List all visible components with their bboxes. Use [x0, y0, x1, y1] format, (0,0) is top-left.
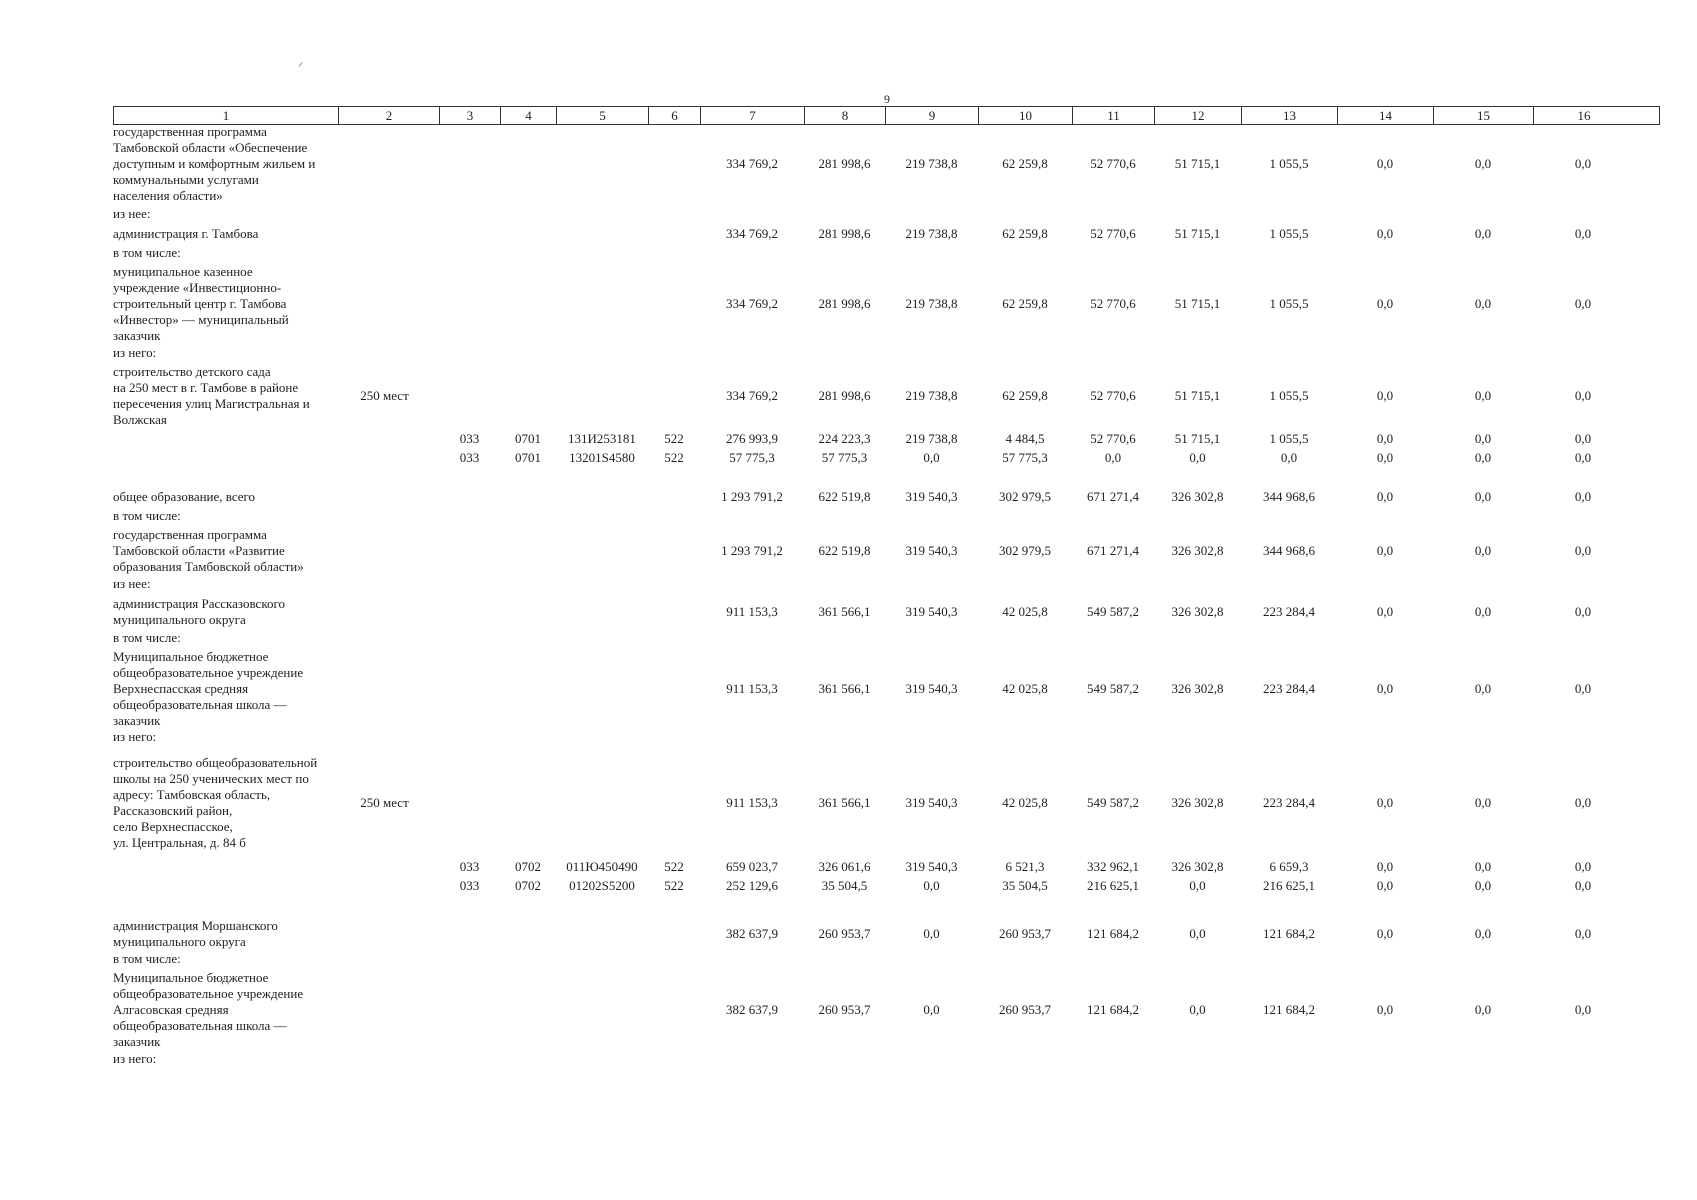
- cell-col-13: 223 284,4: [1263, 604, 1315, 619]
- cell-col-12: 51 715,1: [1174, 431, 1221, 446]
- cell-col-7: 382 637,9: [726, 1002, 778, 1017]
- cell-col-13: 344 968,6: [1263, 489, 1315, 504]
- row-label: в том числе:: [113, 508, 181, 523]
- row-label: строительство общеобразовательной школы на 250 ученических мест по адресу: Тамбовская область, Рассказовский район, село Верхнеспасское, ул. Центральная, д. 84 б: [113, 755, 318, 850]
- cell-col-12: 0,0: [1189, 926, 1206, 941]
- header-cell-15: 15: [1434, 107, 1534, 124]
- cell-col-8: 281 998,6: [818, 156, 871, 171]
- cell-col-12: 51 715,1: [1174, 156, 1221, 171]
- cell-col-11: 549 587,2: [1087, 795, 1139, 810]
- cell-col-12: 326 302,8: [1171, 543, 1224, 558]
- header-cell-2: 2: [339, 107, 440, 124]
- table-row: [113, 858, 1660, 876]
- cell-col-13: 6 659,3: [1269, 859, 1309, 874]
- cell-col-16: 0,0: [1574, 681, 1592, 696]
- cell-col-7: 57 775,3: [729, 450, 775, 465]
- cell-col-12: 326 302,8: [1171, 604, 1224, 619]
- cell-col-8: 57 775,3: [821, 450, 868, 465]
- cell-col-10: 35 504,5: [1002, 878, 1048, 893]
- row-label: из нее:: [113, 206, 151, 221]
- cell-col-5: 011Ю450490: [566, 859, 638, 874]
- cell-col-10: 62 259,8: [1002, 388, 1048, 403]
- cell-col-12: 51 715,1: [1174, 296, 1221, 311]
- cell-col-9: 319 540,3: [905, 681, 958, 696]
- cell-col-9: 0,0: [923, 1002, 940, 1017]
- cell-col-14: 0,0: [1376, 543, 1394, 558]
- row-label: из него:: [113, 345, 157, 360]
- cell-col-5: 01202S5200: [569, 878, 635, 893]
- table-row: [113, 449, 1660, 467]
- cell-col-10: 62 259,8: [1002, 156, 1048, 171]
- cell-col-9: 319 540,3: [905, 543, 958, 558]
- row-label: администрация Рассказовского муниципального округа: [113, 596, 285, 627]
- cell-col-9: 319 540,3: [905, 489, 958, 504]
- cell-col-13: 216 625,1: [1263, 878, 1315, 893]
- cell-col-12: 0,0: [1189, 878, 1206, 893]
- cell-col-10: 6 521,3: [1005, 859, 1045, 874]
- cell-col-11: 121 684,2: [1087, 1002, 1139, 1017]
- cell-col-6: 522: [664, 450, 684, 465]
- table-row: [113, 917, 1660, 951]
- cell-col-12: 51 715,1: [1174, 226, 1221, 241]
- header-cell-7: 7: [701, 107, 805, 124]
- cell-col-16: 0,0: [1574, 543, 1592, 558]
- header-cell-14: 14: [1338, 107, 1434, 124]
- cell-col-7: 911 153,3: [726, 681, 778, 696]
- cell-col-8: 281 998,6: [818, 388, 871, 403]
- cell-col-10: 4 484,5: [1005, 431, 1045, 446]
- row-label: Муниципальное бюджетное общеобразовательное учреждение Алгасовская средняя общеобразовательная школа — заказчик: [113, 970, 304, 1049]
- cell-col-13: 1 055,5: [1269, 388, 1309, 403]
- table-row: [113, 950, 1660, 968]
- cell-col-10: 62 259,8: [1002, 226, 1048, 241]
- cell-col-5: 13201S4580: [569, 450, 635, 465]
- cell-col-13: 121 684,2: [1263, 926, 1315, 941]
- cell-col-10: 42 025,8: [1002, 681, 1048, 696]
- cell-col-12: 326 302,8: [1171, 489, 1224, 504]
- cell-col-15: 0,0: [1474, 1002, 1492, 1017]
- scan-mark: [299, 62, 303, 67]
- header-cell-11: 11: [1073, 107, 1155, 124]
- cell-col-7: 334 769,2: [726, 156, 778, 171]
- cell-col-5: 131И253181: [568, 431, 636, 446]
- cell-col-7: 276 993,9: [726, 431, 778, 446]
- cell-col-9: 0,0: [923, 878, 940, 893]
- table-row: [113, 488, 1660, 506]
- cell-col-15: 0,0: [1474, 156, 1492, 171]
- row-label: из него:: [113, 1051, 157, 1066]
- cell-col-10: 57 775,3: [1002, 450, 1048, 465]
- table-row: [113, 205, 1660, 223]
- cell-col-13: 0,0: [1280, 450, 1298, 465]
- cell-col-7: 334 769,2: [726, 226, 778, 241]
- header-cell-10: 10: [979, 107, 1073, 124]
- cell-col-7: 1 293 791,2: [721, 543, 783, 558]
- cell-col-9: 319 540,3: [905, 859, 958, 874]
- cell-col-8: 260 953,7: [818, 1002, 871, 1017]
- cell-col-11: 549 587,2: [1087, 681, 1139, 696]
- cell-col-13: 1 055,5: [1269, 296, 1309, 311]
- cell-col-6: 522: [664, 859, 684, 874]
- cell-col-11: 52 770,6: [1090, 156, 1136, 171]
- cell-col-11: 52 770,6: [1090, 226, 1136, 241]
- cell-col-7: 911 153,3: [726, 795, 778, 810]
- cell-col-15: 0,0: [1474, 926, 1492, 941]
- header-cell-5: 5: [557, 107, 649, 124]
- cell-col-16: 0,0: [1574, 926, 1592, 941]
- cell-col-7: 252 129,6: [726, 878, 778, 893]
- cell-col-8: 281 998,6: [818, 226, 871, 241]
- cell-col-8: 361 566,1: [818, 604, 871, 619]
- cell-col-12: 51 715,1: [1174, 388, 1221, 403]
- cell-col-8: 224 223,3: [818, 431, 871, 446]
- table-row: [113, 244, 1660, 262]
- cell-col-11: 52 770,6: [1090, 296, 1136, 311]
- cell-col-8: 622 519,8: [818, 543, 871, 558]
- row-label: Муниципальное бюджетное общеобразовательное учреждение Верхнеспасская средняя общеобразовательная школа — заказчик: [113, 649, 304, 728]
- row-label: в том числе:: [113, 245, 181, 260]
- table-row: [113, 507, 1660, 525]
- cell-col-9: 219 738,8: [905, 431, 958, 446]
- cell-col-12: 0,0: [1189, 1002, 1206, 1017]
- cell-col-15: 0,0: [1474, 388, 1492, 403]
- cell-col-14: 0,0: [1376, 226, 1394, 241]
- cell-col-13: 1 055,5: [1269, 431, 1309, 446]
- cell-col-7: 1 293 791,2: [721, 489, 783, 504]
- cell-col-13: 344 968,6: [1263, 543, 1315, 558]
- row-label: в том числе:: [113, 951, 181, 966]
- cell-col-14: 0,0: [1376, 450, 1394, 465]
- row-label: из нее:: [113, 576, 151, 591]
- cell-col-8: 326 061,6: [818, 859, 871, 874]
- cell-col-16: 0,0: [1574, 450, 1592, 465]
- cell-col-16: 0,0: [1574, 489, 1592, 504]
- cell-col-16: 0,0: [1574, 226, 1592, 241]
- cell-col-8: 361 566,1: [818, 795, 871, 810]
- cell-col-14: 0,0: [1376, 859, 1394, 874]
- table-row: [113, 263, 1660, 345]
- cell-col-16: 0,0: [1574, 156, 1592, 171]
- cell-col-15: 0,0: [1474, 450, 1492, 465]
- table-row: [113, 575, 1660, 593]
- cell-col-9: 0,0: [923, 450, 940, 465]
- cell-col-10: 62 259,8: [1002, 296, 1048, 311]
- cell-col-16: 0,0: [1574, 1002, 1592, 1017]
- cell-col-9: 319 540,3: [905, 604, 958, 619]
- cell-col-14: 0,0: [1376, 388, 1394, 403]
- table-row: [113, 753, 1660, 853]
- cell-col-10: 302 979,5: [999, 543, 1051, 558]
- table-header: [113, 106, 1660, 125]
- cell-col-7: 334 769,2: [726, 388, 778, 403]
- cell-col-16: 0,0: [1574, 878, 1592, 893]
- cell-col-15: 0,0: [1474, 226, 1492, 241]
- cell-col-12: 326 302,8: [1171, 681, 1224, 696]
- cell-col-14: 0,0: [1376, 489, 1394, 504]
- cell-col-2: 250 мест: [360, 388, 409, 403]
- cell-col-4: 0701: [515, 450, 541, 465]
- table-row: [113, 344, 1660, 362]
- cell-col-9: 319 540,3: [905, 795, 958, 810]
- cell-col-14: 0,0: [1376, 431, 1394, 446]
- cell-col-7: 382 637,9: [726, 926, 778, 941]
- cell-col-3: 033: [459, 878, 480, 893]
- header-cell-3: 3: [440, 107, 501, 124]
- table-row: [113, 1050, 1660, 1068]
- header-cell-6: 6: [649, 107, 701, 124]
- cell-col-13: 223 284,4: [1263, 795, 1315, 810]
- cell-col-11: 549 587,2: [1087, 604, 1139, 619]
- table-row: [113, 877, 1660, 895]
- cell-col-14: 0,0: [1376, 604, 1394, 619]
- cell-col-9: 0,0: [923, 926, 940, 941]
- cell-col-14: 0,0: [1376, 296, 1394, 311]
- header-cell-9: 9: [886, 107, 979, 124]
- table-row: [113, 594, 1660, 630]
- cell-col-2: 250 мест: [360, 795, 409, 810]
- cell-col-9: 219 738,8: [905, 296, 958, 311]
- cell-col-10: 302 979,5: [999, 489, 1051, 504]
- cell-col-14: 0,0: [1376, 1002, 1394, 1017]
- cell-col-16: 0,0: [1574, 604, 1592, 619]
- cell-col-13: 1 055,5: [1269, 156, 1309, 171]
- row-label: в том числе:: [113, 630, 181, 645]
- cell-col-9: 219 738,8: [905, 226, 958, 241]
- cell-col-7: 334 769,2: [726, 296, 778, 311]
- header-cell-4: 4: [501, 107, 557, 124]
- cell-col-7: 659 023,7: [726, 859, 778, 874]
- cell-col-12: 326 302,8: [1171, 795, 1224, 810]
- cell-col-14: 0,0: [1376, 681, 1394, 696]
- table-row: [113, 225, 1660, 243]
- cell-col-11: 671 271,4: [1087, 543, 1139, 558]
- row-label: строительство детского сада на 250 мест в г. Тамбове в районе пересечения улиц Магистральная и Волжская: [113, 364, 310, 427]
- row-label: администрация г. Тамбова: [113, 226, 259, 241]
- cell-col-15: 0,0: [1474, 795, 1492, 810]
- cell-col-3: 033: [459, 450, 480, 465]
- cell-col-10: 260 953,7: [999, 1002, 1051, 1017]
- table-row: [113, 124, 1660, 204]
- cell-col-8: 281 998,6: [818, 296, 871, 311]
- cell-col-16: 0,0: [1574, 388, 1592, 403]
- page-number: 9: [884, 92, 890, 106]
- cell-col-9: 219 738,8: [905, 156, 958, 171]
- cell-col-13: 223 284,4: [1263, 681, 1315, 696]
- header-cell-8: 8: [805, 107, 886, 124]
- cell-col-8: 260 953,7: [818, 926, 871, 941]
- row-label: государственная программа Тамбовской области «Развитие образования Тамбовской области»: [113, 527, 304, 574]
- cell-col-7: 911 153,3: [726, 604, 778, 619]
- cell-col-10: 42 025,8: [1002, 604, 1048, 619]
- cell-col-15: 0,0: [1474, 859, 1492, 874]
- cell-col-12: 0,0: [1189, 450, 1206, 465]
- cell-col-16: 0,0: [1574, 296, 1592, 311]
- cell-col-3: 033: [459, 431, 480, 446]
- cell-col-4: 0702: [515, 878, 541, 893]
- cell-col-15: 0,0: [1474, 296, 1492, 311]
- cell-col-3: 033: [459, 859, 480, 874]
- cell-col-15: 0,0: [1474, 543, 1492, 558]
- row-label: администрация Моршанского муниципального округа: [113, 918, 278, 949]
- cell-col-11: 52 770,6: [1090, 431, 1136, 446]
- table-row: [113, 430, 1660, 448]
- cell-col-15: 0,0: [1474, 431, 1492, 446]
- cell-col-16: 0,0: [1574, 795, 1592, 810]
- cell-col-14: 0,0: [1376, 156, 1394, 171]
- cell-col-11: 0,0: [1104, 450, 1122, 465]
- cell-col-15: 0,0: [1474, 489, 1492, 504]
- header-cell-1: 1: [114, 107, 339, 124]
- cell-col-11: 52 770,6: [1090, 388, 1136, 403]
- cell-col-13: 1 055,5: [1269, 226, 1309, 241]
- table-row: [113, 648, 1660, 730]
- row-label: муниципальное казенное учреждение «Инвестиционно- строительный центр г. Тамбова «Инвестор» — муниципальный заказчик: [113, 264, 289, 343]
- cell-col-15: 0,0: [1474, 878, 1492, 893]
- table-row: [113, 728, 1660, 746]
- table-row: [113, 968, 1660, 1052]
- cell-col-8: 35 504,5: [821, 878, 868, 893]
- cell-col-11: 671 271,4: [1087, 489, 1139, 504]
- cell-col-8: 622 519,8: [818, 489, 871, 504]
- header-cell-13: 13: [1242, 107, 1338, 124]
- cell-col-8: 361 566,1: [818, 681, 871, 696]
- cell-col-10: 260 953,7: [999, 926, 1051, 941]
- cell-col-16: 0,0: [1574, 859, 1592, 874]
- header-cell-16: 16: [1577, 108, 1591, 123]
- cell-col-10: 42 025,8: [1002, 795, 1048, 810]
- cell-col-12: 326 302,8: [1171, 859, 1224, 874]
- cell-col-16: 0,0: [1574, 431, 1592, 446]
- cell-col-13: 121 684,2: [1263, 1002, 1315, 1017]
- header-cell-12: 12: [1155, 107, 1242, 124]
- table-row: [113, 363, 1660, 429]
- row-label: общее образование, всего: [113, 489, 256, 504]
- cell-col-6: 522: [664, 878, 684, 893]
- cell-col-11: 332 962,1: [1087, 859, 1139, 874]
- row-label: из него:: [113, 729, 157, 744]
- cell-col-15: 0,0: [1474, 604, 1492, 619]
- table-row: [113, 526, 1660, 576]
- table-row: [113, 629, 1660, 647]
- cell-col-11: 216 625,1: [1087, 878, 1139, 893]
- cell-col-4: 0702: [515, 859, 541, 874]
- row-label: государственная программа Тамбовской области «Обеспечение доступным и комфортным жильем и коммунальными услугами населения области»: [113, 124, 316, 203]
- cell-col-6: 522: [664, 431, 684, 446]
- cell-col-9: 219 738,8: [905, 388, 958, 403]
- cell-col-14: 0,0: [1376, 926, 1394, 941]
- cell-col-11: 121 684,2: [1087, 926, 1139, 941]
- cell-col-4: 0701: [515, 431, 541, 446]
- cell-col-15: 0,0: [1474, 681, 1492, 696]
- cell-col-14: 0,0: [1376, 795, 1394, 810]
- cell-col-14: 0,0: [1376, 878, 1394, 893]
